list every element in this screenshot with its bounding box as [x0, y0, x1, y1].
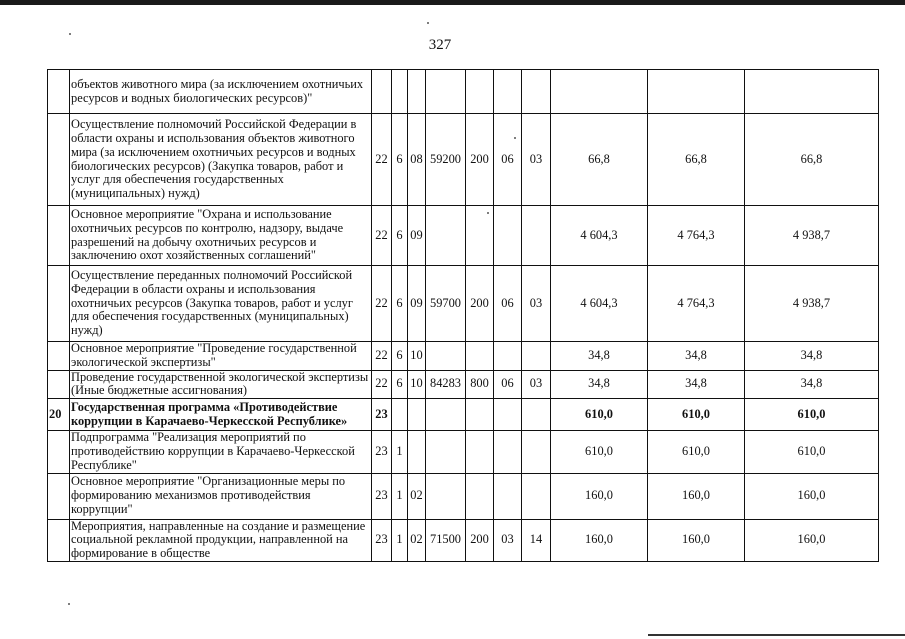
row-number — [48, 114, 70, 206]
code-7 — [522, 70, 551, 114]
code-7: 03 — [522, 114, 551, 206]
code-1: 22 — [372, 370, 392, 399]
value-year-2: 4 764,3 — [648, 206, 745, 266]
value-year-1: 610,0 — [551, 399, 648, 431]
table-row — [48, 114, 879, 206]
row-name: Осуществление полномочий Российской Федерации в области охраны и использования объектов животного мира (за исключением охотничьих ресурсов и водных биологических ресурсов) (Закупка товаров, работ и услуг для обеспечения государственных (муниципальных) нужд) — [70, 114, 372, 206]
code-4: 59200 — [426, 114, 466, 206]
code-1 — [372, 70, 392, 114]
value-year-2: 610,0 — [648, 399, 745, 431]
value-year-3: 66,8 — [745, 114, 879, 206]
code-5: 200 — [466, 519, 494, 561]
code-4 — [426, 473, 466, 519]
table-row — [48, 206, 879, 266]
code-5 — [466, 399, 494, 431]
table-row — [48, 519, 879, 561]
code-6 — [494, 399, 522, 431]
value-year-2: 34,8 — [648, 342, 745, 371]
code-5: 200 — [466, 266, 494, 342]
row-number — [48, 519, 70, 561]
value-year-1: 4 604,3 — [551, 206, 648, 266]
value-year-1: 160,0 — [551, 519, 648, 561]
row-name: Основное мероприятие "Организационные меры по формированию механизмов противодействия коррупции" — [70, 473, 372, 519]
code-3: 02 — [408, 473, 426, 519]
value-year-3 — [745, 70, 879, 114]
code-6 — [494, 431, 522, 473]
code-6: 06 — [494, 370, 522, 399]
code-5 — [466, 342, 494, 371]
code-6 — [494, 70, 522, 114]
code-5 — [466, 206, 494, 266]
code-2 — [392, 399, 408, 431]
value-year-2: 160,0 — [648, 519, 745, 561]
table-row — [48, 399, 879, 431]
code-5: 800 — [466, 370, 494, 399]
code-4 — [426, 206, 466, 266]
row-number — [48, 370, 70, 399]
code-3: 08 — [408, 114, 426, 206]
value-year-1 — [551, 70, 648, 114]
code-6: 06 — [494, 266, 522, 342]
code-7 — [522, 206, 551, 266]
code-7 — [522, 431, 551, 473]
code-7 — [522, 399, 551, 431]
code-2: 1 — [392, 431, 408, 473]
value-year-1: 160,0 — [551, 473, 648, 519]
row-number — [48, 206, 70, 266]
code-7 — [522, 342, 551, 371]
code-3: 09 — [408, 266, 426, 342]
code-7 — [522, 473, 551, 519]
code-2: 1 — [392, 519, 408, 561]
code-1: 22 — [372, 206, 392, 266]
row-number — [48, 266, 70, 342]
value-year-3: 34,8 — [745, 342, 879, 371]
table-row — [48, 342, 879, 371]
code-1: 23 — [372, 473, 392, 519]
value-year-2: 610,0 — [648, 431, 745, 473]
code-5 — [466, 431, 494, 473]
code-7: 14 — [522, 519, 551, 561]
row-name: Основное мероприятие "Проведение государственной экологической экспертизы" — [70, 342, 372, 371]
code-1: 23 — [372, 399, 392, 431]
value-year-3: 610,0 — [745, 399, 879, 431]
code-4 — [426, 431, 466, 473]
code-1: 22 — [372, 342, 392, 371]
row-name: объектов животного мира (за исключением охотничьих ресурсов и водных биологических ресурсов)" — [70, 70, 372, 114]
row-name: Осуществление переданных полномочий Российской Федерации в области охраны и использования охотничьих ресурсов (Закупка товаров, работ и услуг для обеспечения государственных (муниципальных) нужд) — [70, 266, 372, 342]
code-6 — [494, 342, 522, 371]
code-1: 22 — [372, 114, 392, 206]
code-3: 02 — [408, 519, 426, 561]
code-3 — [408, 70, 426, 114]
code-2: 1 — [392, 473, 408, 519]
code-1: 22 — [372, 266, 392, 342]
code-3 — [408, 431, 426, 473]
code-4 — [426, 399, 466, 431]
row-name: Государственная программа «Противодействие коррупции в Карачаево-Черкесской Республике» — [70, 399, 372, 431]
row-number — [48, 431, 70, 473]
table-row — [48, 473, 879, 519]
code-2: 6 — [392, 206, 408, 266]
code-4: 84283 — [426, 370, 466, 399]
code-1: 23 — [372, 519, 392, 561]
value-year-2: 66,8 — [648, 114, 745, 206]
value-year-1: 4 604,3 — [551, 266, 648, 342]
value-year-3: 34,8 — [745, 370, 879, 399]
code-2: 6 — [392, 342, 408, 371]
table-row — [48, 370, 879, 399]
value-year-2: 4 764,3 — [648, 266, 745, 342]
code-6 — [494, 206, 522, 266]
code-2: 6 — [392, 370, 408, 399]
value-year-3: 4 938,7 — [745, 266, 879, 342]
row-name: Проведение государственной экологической экспертизы (Иные бюджетные ассигнования) — [70, 370, 372, 399]
code-6: 06 — [494, 114, 522, 206]
code-2 — [392, 70, 408, 114]
value-year-2: 34,8 — [648, 370, 745, 399]
row-number — [48, 473, 70, 519]
scan-top-border — [0, 0, 905, 5]
budget-table — [47, 69, 879, 562]
scan-bottom-line — [648, 634, 905, 636]
table-row — [48, 431, 879, 473]
code-4: 59700 — [426, 266, 466, 342]
code-5 — [466, 473, 494, 519]
code-3: 10 — [408, 370, 426, 399]
row-name: Основное мероприятие "Охрана и использование охотничьих ресурсов по контролю, надзору, выдаче разрешений на добычу охотничьих ресурсов и заключению охот хозяйственных соглашений" — [70, 206, 372, 266]
row-name: Подпрограмма "Реализация мероприятий по противодействию коррупции в Карачаево-Черкесской Республике" — [70, 431, 372, 473]
row-name: Мероприятия, направленные на создание и размещение социальной рекламной продукции, направленной на формирование в обществе — [70, 519, 372, 561]
code-3 — [408, 399, 426, 431]
code-4 — [426, 342, 466, 371]
code-5 — [466, 70, 494, 114]
value-year-1: 34,8 — [551, 342, 648, 371]
scan-speck — [68, 603, 70, 605]
value-year-1: 610,0 — [551, 431, 648, 473]
value-year-3: 160,0 — [745, 519, 879, 561]
code-2: 6 — [392, 266, 408, 342]
code-3: 10 — [408, 342, 426, 371]
value-year-3: 610,0 — [745, 431, 879, 473]
value-year-2 — [648, 70, 745, 114]
code-4: 71500 — [426, 519, 466, 561]
code-2: 6 — [392, 114, 408, 206]
value-year-2: 160,0 — [648, 473, 745, 519]
table-row — [48, 70, 879, 114]
code-6 — [494, 473, 522, 519]
value-year-3: 4 938,7 — [745, 206, 879, 266]
page-number: 327 — [428, 37, 452, 53]
value-year-1: 66,8 — [551, 114, 648, 206]
code-7: 03 — [522, 266, 551, 342]
code-5: 200 — [466, 114, 494, 206]
row-number: 20 — [48, 399, 70, 431]
scan-speck — [69, 33, 71, 35]
code-7: 03 — [522, 370, 551, 399]
scan-speck — [427, 22, 429, 24]
code-6: 03 — [494, 519, 522, 561]
code-3: 09 — [408, 206, 426, 266]
row-number — [48, 342, 70, 371]
code-1: 23 — [372, 431, 392, 473]
row-number — [48, 70, 70, 114]
table-row — [48, 266, 879, 342]
value-year-1: 34,8 — [551, 370, 648, 399]
code-4 — [426, 70, 466, 114]
value-year-3: 160,0 — [745, 473, 879, 519]
